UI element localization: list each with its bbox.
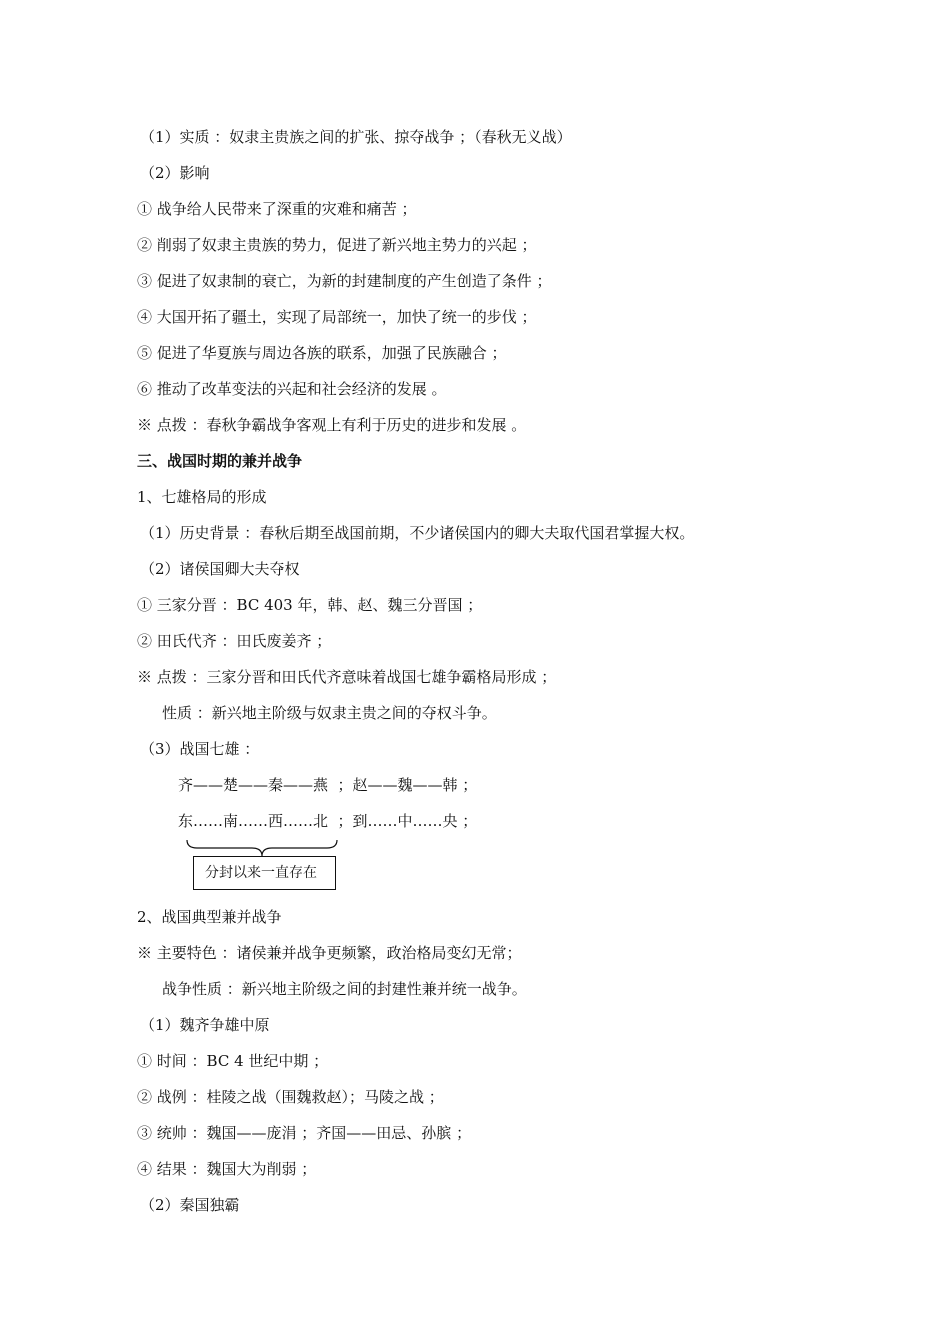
- curly-brace-icon: [185, 838, 339, 858]
- text-line-1: （1）实质 ：奴隶主贵族之间的扩张、掠夺战争 ；（春秋无义战）: [140, 128, 572, 146]
- annotation-box: 分封以来一直存在: [193, 856, 336, 890]
- text-line-13: （2）诸侯国卿大夫夺权: [140, 560, 300, 578]
- section-heading: 三、战国时期的兼并战争: [137, 452, 303, 470]
- text-line-2: （2）影响: [140, 164, 210, 182]
- text-line-12: （1）历史背景 ：春秋后期至战国前期，不少诸侯国内的卿大夫取代国君掌握大权。: [140, 524, 695, 542]
- text-line-3: ① 战争给人民带来了深重的灾难和痛苦 ；: [137, 200, 417, 218]
- text-line-23: ※ 主要特色 ：诸侯兼并战争更频繁，政治格局变幻无常；: [137, 944, 522, 962]
- seven-states-line: 齐——楚——秦——燕 ；赵——魏——韩 ；: [178, 776, 478, 794]
- text-line-17: 性质 ：新兴地主阶级与奴隶主贵之间的夺权斗争。: [162, 704, 497, 722]
- text-line-26: ① 时间 ：BC 4 世纪中期 ；: [137, 1052, 329, 1070]
- text-line-22: 2、战国典型兼并战争: [137, 908, 282, 926]
- text-line-30: （2）秦国独霸: [140, 1196, 240, 1214]
- text-line-4: ② 削弱了奴隶主贵族的势力，促进了新兴地主势力的兴起 ；: [137, 236, 537, 254]
- text-line-9: ※ 点拨 ：春秋争霸战争客观上有利于历史的进步和发展 。: [137, 416, 527, 434]
- text-line-15: ② 田氏代齐 ：田氏废姜齐 ；: [137, 632, 332, 650]
- text-line-5: ③ 促进了奴隶制的衰亡，为新的封建制度的产生创造了条件 ；: [137, 272, 552, 290]
- directions-line: 东……南……西……北 ；到……中……央 ；: [178, 812, 478, 830]
- text-line-24: 战争性质 ：新兴地主阶级之间的封建性兼并统一战争。: [162, 980, 527, 998]
- text-line-11: 1、七雄格局的形成: [137, 488, 267, 506]
- text-line-25: （1）魏齐争雄中原: [140, 1016, 270, 1034]
- text-line-28: ③ 统帅 ：魏国——庞涓 ；齐国——田忌、孙膑 ；: [137, 1124, 472, 1142]
- text-line-16: ※ 点拨 ：三家分晋和田氏代齐意味着战国七雄争霸格局形成 ；: [137, 668, 557, 686]
- text-line-8: ⑥ 推动了改革变法的兴起和社会经济的发展 。: [137, 380, 447, 398]
- text-line-14: ① 三家分晋 ：BC 403 年，韩、赵、魏三分晋国 ；: [137, 596, 483, 614]
- text-line-7: ⑤ 促进了华夏族与周边各族的联系，加强了民族融合 ；: [137, 344, 507, 362]
- text-line-29: ④ 结果 ：魏国大为削弱 ；: [137, 1160, 317, 1178]
- text-line-18: （3）战国七雄 ：: [140, 740, 260, 758]
- text-line-27: ② 战例 ：桂陵之战（围魏救赵）；马陵之战 ；: [137, 1088, 444, 1106]
- text-line-6: ④ 大国开拓了疆土，实现了局部统一，加快了统一的步伐 ；: [137, 308, 537, 326]
